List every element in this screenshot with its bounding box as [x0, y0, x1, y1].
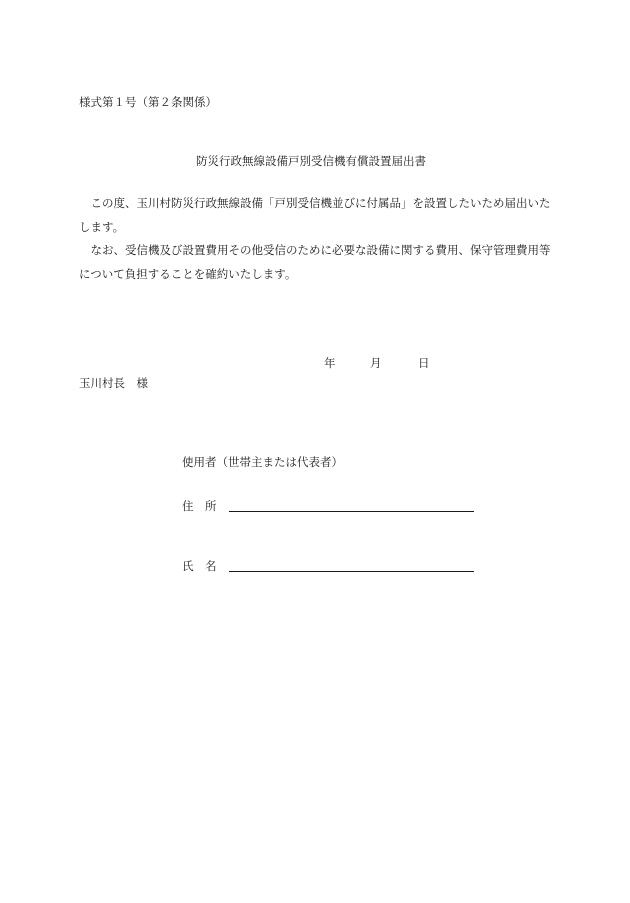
- date-year-label: 年: [324, 356, 336, 370]
- declaration-paragraph-1: この度、玉川村防災行政無線設備「戸別受信機並びに付属品」を設置したいため届出いたします。: [79, 196, 551, 234]
- name-row: [182, 557, 474, 572]
- date-day-label: 日: [418, 356, 430, 370]
- applicant-heading: 使用者（世帯主または代表者）: [182, 455, 343, 469]
- addressee: 玉川村長 様: [79, 376, 148, 390]
- date-line: [324, 358, 430, 370]
- name-label: 氏 名: [182, 558, 217, 573]
- declaration-paragraph-2: なお、受信機及び設置費用その他受信のために必要な設備に関する費用、保守管理費用等について負担することを確約いたします。: [79, 243, 551, 281]
- form-number: 様式第１号（第２条関係）: [79, 95, 217, 109]
- name-field[interactable]: [229, 557, 474, 572]
- address-row: [182, 497, 474, 512]
- address-field[interactable]: [229, 497, 474, 512]
- declaration-body: [79, 192, 559, 286]
- date-month-label: 月: [370, 356, 382, 370]
- document-title: 防災行政無線設備戸別受信機有償設置届出書: [196, 154, 426, 168]
- address-label: 住 所: [182, 498, 217, 513]
